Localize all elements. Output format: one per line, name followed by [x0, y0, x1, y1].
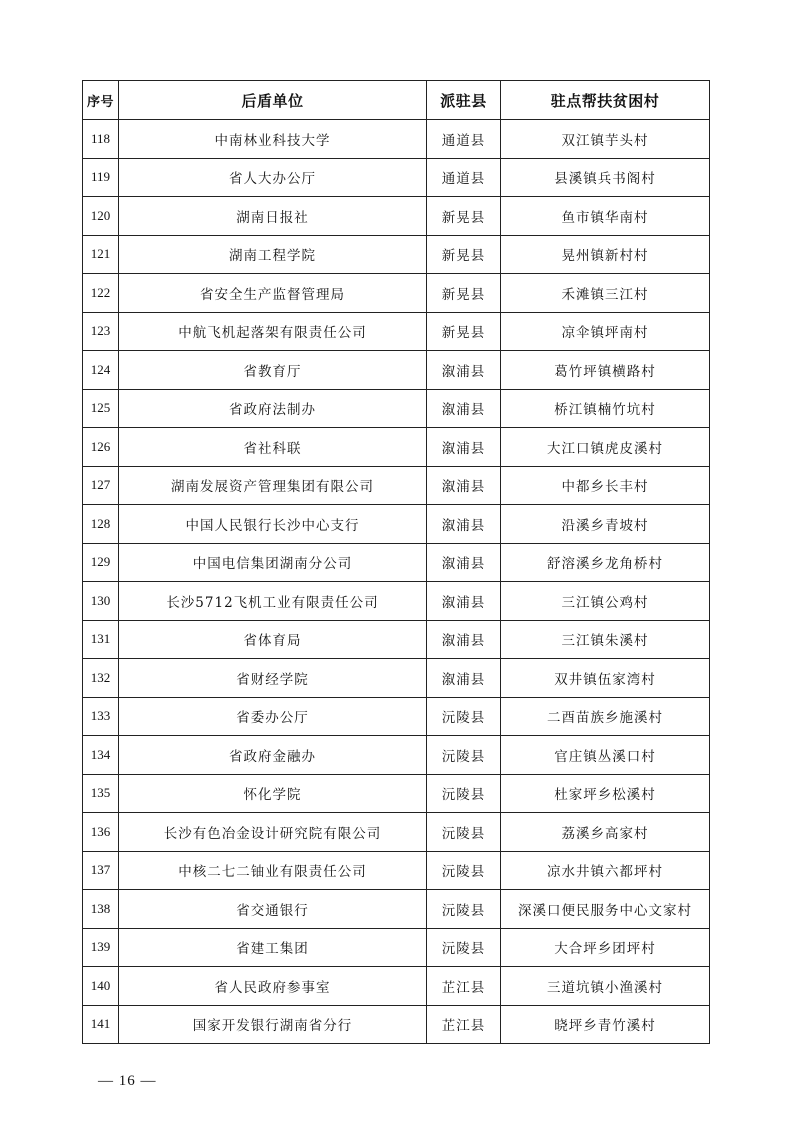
cell-support-unit: 省建工集团 — [119, 928, 427, 967]
table-row — [83, 505, 710, 544]
cell-county: 溆浦县 — [427, 582, 501, 621]
cell-support-unit: 长沙有色冶金设计研究院有限公司 — [119, 813, 427, 852]
cell-serial-number: 139 — [83, 928, 119, 967]
cell-village: 大合坪乡团坪村 — [501, 928, 710, 967]
cell-support-unit: 中国电信集团湖南分公司 — [119, 543, 427, 582]
table-row — [83, 582, 710, 621]
cell-support-unit: 中南林业科技大学 — [119, 120, 427, 159]
cell-support-unit: 省交通银行 — [119, 890, 427, 929]
cell-serial-number: 140 — [83, 967, 119, 1006]
table-row — [83, 620, 710, 659]
table-row — [83, 274, 710, 313]
cell-serial-number: 122 — [83, 274, 119, 313]
cell-serial-number: 132 — [83, 659, 119, 698]
cell-village: 凉伞镇坪南村 — [501, 312, 710, 351]
cell-county: 新晃县 — [427, 312, 501, 351]
cell-village: 杜家坪乡松溪村 — [501, 774, 710, 813]
cell-county: 溆浦县 — [427, 389, 501, 428]
cell-serial-number: 127 — [83, 466, 119, 505]
cell-county: 沅陵县 — [427, 890, 501, 929]
cell-serial-number: 141 — [83, 1005, 119, 1044]
cell-support-unit: 长沙5712飞机工业有限责任公司 — [119, 582, 427, 621]
cell-county: 溆浦县 — [427, 428, 501, 467]
cell-village: 县溪镇兵书阁村 — [501, 158, 710, 197]
cell-county: 芷江县 — [427, 967, 501, 1006]
cell-serial-number: 135 — [83, 774, 119, 813]
cell-village: 晓坪乡青竹溪村 — [501, 1005, 710, 1044]
cell-support-unit: 省社科联 — [119, 428, 427, 467]
page-number: — 16 — — [98, 1073, 157, 1089]
table-row — [83, 890, 710, 929]
cell-county: 沅陵县 — [427, 851, 501, 890]
cell-serial-number: 120 — [83, 197, 119, 236]
table-row — [83, 197, 710, 236]
header-support-unit: 后盾单位 — [119, 81, 427, 120]
table-row — [83, 813, 710, 852]
cell-serial-number: 118 — [83, 120, 119, 159]
cell-support-unit: 省委办公厅 — [119, 697, 427, 736]
cell-county: 溆浦县 — [427, 620, 501, 659]
cell-village: 双井镇伍家湾村 — [501, 659, 710, 698]
cell-support-unit: 省政府法制办 — [119, 389, 427, 428]
header-county: 派驻县 — [427, 81, 501, 120]
table-row — [83, 158, 710, 197]
cell-support-unit: 省人大办公厅 — [119, 158, 427, 197]
header-serial-number: 序号 — [83, 81, 119, 120]
cell-village: 禾滩镇三江村 — [501, 274, 710, 313]
table-row — [83, 428, 710, 467]
cell-village: 二酉苗族乡施溪村 — [501, 697, 710, 736]
cell-serial-number: 137 — [83, 851, 119, 890]
table-row — [83, 235, 710, 274]
cell-serial-number: 129 — [83, 543, 119, 582]
cell-village: 舒溶溪乡龙角桥村 — [501, 543, 710, 582]
cell-support-unit: 省安全生产监督管理局 — [119, 274, 427, 313]
cell-village: 桥江镇楠竹坑村 — [501, 389, 710, 428]
cell-village: 葛竹坪镇横路村 — [501, 351, 710, 390]
cell-serial-number: 121 — [83, 235, 119, 274]
cell-village: 荔溪乡高家村 — [501, 813, 710, 852]
cell-village: 晃州镇新村村 — [501, 235, 710, 274]
cell-serial-number: 123 — [83, 312, 119, 351]
cell-support-unit: 怀化学院 — [119, 774, 427, 813]
cell-support-unit: 中核二七二铀业有限责任公司 — [119, 851, 427, 890]
cell-county: 沅陵县 — [427, 697, 501, 736]
cell-village: 大江口镇虎皮溪村 — [501, 428, 710, 467]
cell-county: 沅陵县 — [427, 813, 501, 852]
cell-support-unit: 省政府金融办 — [119, 736, 427, 775]
table-row — [83, 351, 710, 390]
table-row — [83, 928, 710, 967]
table-row — [83, 312, 710, 351]
table-row — [83, 543, 710, 582]
table-header-row — [83, 81, 710, 120]
cell-serial-number: 134 — [83, 736, 119, 775]
cell-serial-number: 138 — [83, 890, 119, 929]
header-village: 驻点帮扶贫困村 — [501, 81, 710, 120]
cell-serial-number: 133 — [83, 697, 119, 736]
table-row — [83, 389, 710, 428]
cell-village: 鱼市镇华南村 — [501, 197, 710, 236]
table-row — [83, 967, 710, 1006]
cell-county: 溆浦县 — [427, 505, 501, 544]
cell-serial-number: 124 — [83, 351, 119, 390]
cell-county: 新晃县 — [427, 197, 501, 236]
cell-serial-number: 125 — [83, 389, 119, 428]
cell-county: 溆浦县 — [427, 659, 501, 698]
cell-support-unit: 省人民政府参事室 — [119, 967, 427, 1006]
cell-county: 溆浦县 — [427, 466, 501, 505]
table-row — [83, 120, 710, 159]
cell-serial-number: 131 — [83, 620, 119, 659]
cell-county: 新晃县 — [427, 274, 501, 313]
cell-support-unit: 省体育局 — [119, 620, 427, 659]
assignment-table — [82, 80, 710, 1044]
cell-serial-number: 136 — [83, 813, 119, 852]
cell-support-unit: 湖南日报社 — [119, 197, 427, 236]
cell-village: 官庄镇丛溪口村 — [501, 736, 710, 775]
cell-county: 沅陵县 — [427, 736, 501, 775]
cell-support-unit: 省教育厅 — [119, 351, 427, 390]
cell-support-unit: 湖南工程学院 — [119, 235, 427, 274]
cell-support-unit: 湖南发展资产管理集团有限公司 — [119, 466, 427, 505]
cell-county: 芷江县 — [427, 1005, 501, 1044]
cell-serial-number: 128 — [83, 505, 119, 544]
table-row — [83, 774, 710, 813]
cell-village: 沿溪乡青坡村 — [501, 505, 710, 544]
cell-village: 凉水井镇六都坪村 — [501, 851, 710, 890]
cell-village: 深溪口便民服务中心文家村 — [501, 890, 710, 929]
cell-village: 双江镇芋头村 — [501, 120, 710, 159]
table-row — [83, 851, 710, 890]
cell-support-unit: 中航飞机起落架有限责任公司 — [119, 312, 427, 351]
cell-county: 沅陵县 — [427, 774, 501, 813]
cell-serial-number: 119 — [83, 158, 119, 197]
cell-support-unit: 国家开发银行湖南省分行 — [119, 1005, 427, 1044]
cell-serial-number: 130 — [83, 582, 119, 621]
cell-county: 沅陵县 — [427, 928, 501, 967]
cell-county: 通道县 — [427, 120, 501, 159]
table-row — [83, 466, 710, 505]
table-row — [83, 697, 710, 736]
table-row — [83, 659, 710, 698]
cell-support-unit: 中国人民银行长沙中心支行 — [119, 505, 427, 544]
cell-county: 新晃县 — [427, 235, 501, 274]
cell-county: 溆浦县 — [427, 543, 501, 582]
cell-serial-number: 126 — [83, 428, 119, 467]
table-row — [83, 736, 710, 775]
table-body — [83, 120, 710, 1044]
cell-village: 三江镇朱溪村 — [501, 620, 710, 659]
cell-county: 溆浦县 — [427, 351, 501, 390]
table-row — [83, 1005, 710, 1044]
cell-county: 通道县 — [427, 158, 501, 197]
cell-village: 中都乡长丰村 — [501, 466, 710, 505]
cell-support-unit: 省财经学院 — [119, 659, 427, 698]
cell-village: 三江镇公鸡村 — [501, 582, 710, 621]
cell-village: 三道坑镇小渔溪村 — [501, 967, 710, 1006]
